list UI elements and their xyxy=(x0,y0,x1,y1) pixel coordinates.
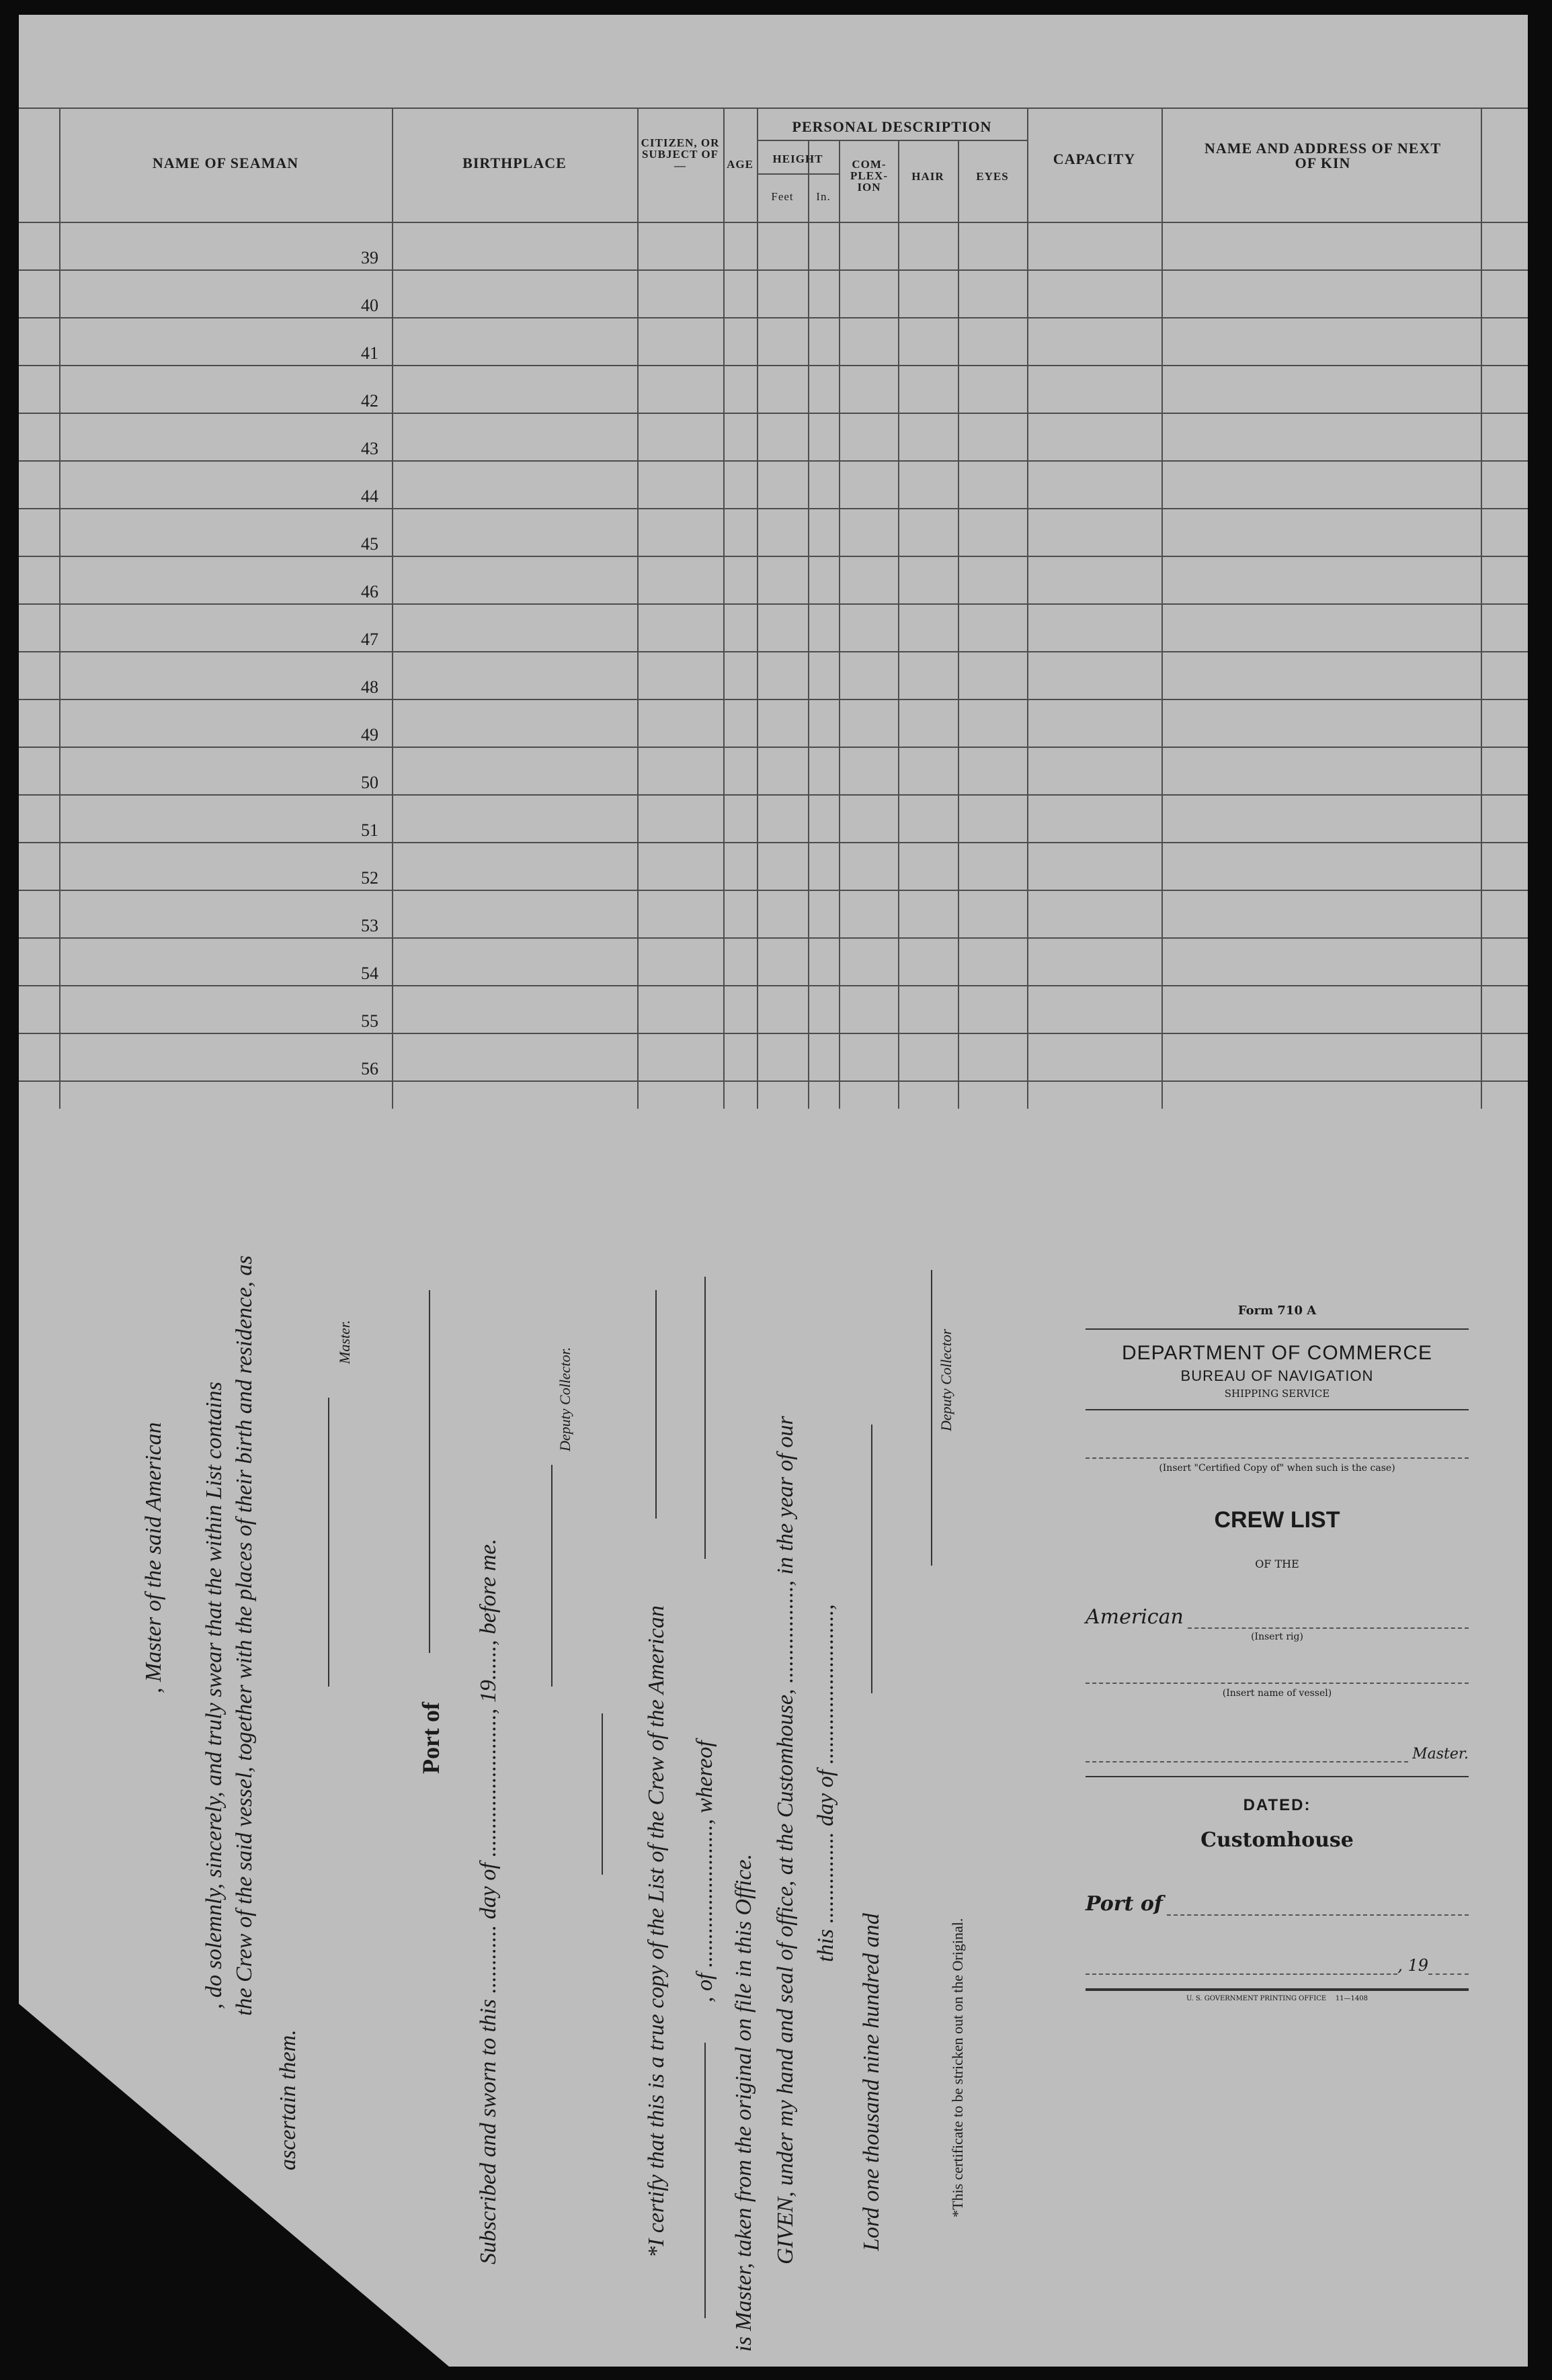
customhouse-label: Customhouse xyxy=(1200,1828,1354,1852)
back-master-label: Master. xyxy=(1412,1746,1469,1762)
row-divider xyxy=(19,794,1528,796)
table-top-border xyxy=(19,108,1528,109)
row-number: 56 xyxy=(361,1059,378,1078)
row-number: 41 xyxy=(361,343,378,363)
row-number: 45 xyxy=(361,534,378,554)
deputy-signature-line-1 xyxy=(551,1465,553,1687)
back-cover xyxy=(1086,1304,1469,2002)
rig-field xyxy=(1188,1627,1469,1629)
header-height: HEIGHT xyxy=(772,153,823,165)
certify-line-1: *I certify that this is a true copy of the List of the Crew of the American xyxy=(644,1605,669,2258)
date-field xyxy=(1086,1973,1397,1975)
crew-list-title: CREW LIST xyxy=(1214,1507,1340,1533)
row-number: 54 xyxy=(361,964,378,983)
row-number: 46 xyxy=(361,582,378,601)
row-number: 53 xyxy=(361,916,378,935)
oath-line-2: , do solemnly, sincerely, and truly swear that the within List contains xyxy=(202,1382,227,2009)
back-port-of-label: Port of xyxy=(1086,1892,1163,1916)
header-citizen: CITIZEN, OR SUBJECT OF— xyxy=(641,136,720,172)
row-number: 49 xyxy=(361,725,378,745)
vessel-name-field xyxy=(1086,1683,1469,1684)
header-personal-description: PERSONAL DESCRIPTION xyxy=(792,118,992,135)
deputy-signature-line-2 xyxy=(931,1270,932,1566)
row-number: 40 xyxy=(361,296,378,315)
of-the-label: OF THE xyxy=(1255,1558,1299,1570)
row-divider xyxy=(19,1080,1528,1082)
row-divider xyxy=(19,842,1528,843)
row-number: 44 xyxy=(361,486,378,506)
header-capacity: CAPACITY xyxy=(1053,151,1136,167)
row-divider xyxy=(19,747,1528,748)
row-divider xyxy=(19,269,1528,271)
subscribed-text: Subscribed and sworn to this ............ day of ........................., 19......, before me. xyxy=(476,1538,501,2264)
header-name-of-seaman: NAME OF SEAMAN xyxy=(152,155,299,171)
form-number: Form 710 A xyxy=(1237,1304,1317,1318)
department-title: DEPARTMENT OF COMMERCE xyxy=(1121,1342,1433,1364)
year-label: , 19 xyxy=(1397,1956,1428,1975)
printer-label: U. S. GOVERNMENT PRINTING OFFICE xyxy=(1186,1995,1327,2002)
port-of-line xyxy=(429,1290,430,1653)
row-number: 42 xyxy=(361,391,378,411)
row-divider xyxy=(19,890,1528,891)
form-code: 11—1408 xyxy=(1335,1995,1368,2002)
row-number: 47 xyxy=(361,630,378,649)
row-number: 39 xyxy=(361,248,378,267)
row-divider xyxy=(19,365,1528,366)
oath-line-1: , Master of the said American xyxy=(141,1422,166,1693)
row-number: 43 xyxy=(361,439,378,458)
master-label: Master. xyxy=(336,1320,353,1364)
row-divider xyxy=(19,1033,1528,1034)
port-field xyxy=(1167,1914,1469,1916)
row-divider xyxy=(19,603,1528,605)
header-inches: In. xyxy=(816,190,831,203)
service-title: SHIPPING SERVICE xyxy=(1224,1388,1330,1400)
row-divider xyxy=(19,460,1528,462)
deputy-collector-2: Deputy Collector xyxy=(938,1328,954,1431)
oath-line-3: the Crew of the said vessel, together with the places of their birth and residence, as xyxy=(232,1255,257,2016)
given-text: GIVEN, under my hand and seal of office, at the Customhouse, ................., in the year of our xyxy=(773,1416,798,2264)
deputy-collector-1: Deputy Collector. xyxy=(557,1347,573,1451)
american-label: American xyxy=(1086,1605,1184,1629)
certify-line-3: is Master, taken from the original on file in this Office. xyxy=(731,1853,756,2352)
insert-vessel-note: (Insert name of vessel) xyxy=(1222,1688,1332,1699)
row-divider xyxy=(19,937,1528,939)
oath-line-4: ascertain them. xyxy=(276,2029,300,2170)
lord-text: Lord one thousand nine hundred and xyxy=(859,1913,884,2251)
master-name-field xyxy=(1086,1761,1408,1762)
dated-label: DATED: xyxy=(1243,1796,1311,1814)
row-divider xyxy=(19,699,1528,700)
row-number: 50 xyxy=(361,773,378,792)
header-eyes: EYES xyxy=(976,170,1009,183)
crew-table xyxy=(19,108,1528,1109)
port-of-label: Port of xyxy=(417,1702,444,1774)
row-number: 52 xyxy=(361,868,378,888)
row-number: 55 xyxy=(361,1011,378,1031)
row-number: 51 xyxy=(361,820,378,840)
row-divider xyxy=(19,556,1528,557)
master-signature-line xyxy=(328,1398,329,1687)
header-age: AGE xyxy=(727,158,753,171)
row-divider xyxy=(19,508,1528,509)
insert-rig-note: (Insert rig) xyxy=(1251,1631,1303,1642)
header-complexion: COM-PLEX-ION xyxy=(850,158,888,194)
row-number: 48 xyxy=(361,677,378,697)
header-hair: HAIR xyxy=(911,170,944,183)
header-next-of-kin: NAME AND ADDRESS OF NEXT OF KIN xyxy=(1204,140,1441,171)
footnote: *This certificate to be stricken out on the Original. xyxy=(949,1918,966,2217)
header-birthplace: BIRTHPLACE xyxy=(462,155,567,171)
row-divider xyxy=(19,985,1528,986)
row-divider xyxy=(19,317,1528,318)
bureau-title: BUREAU OF NAVIGATION xyxy=(1180,1367,1374,1384)
row-divider xyxy=(19,651,1528,652)
this-day-text: this ................ day of ..........................., xyxy=(813,1604,838,1962)
insert-certified-note: (Insert "Certified Copy of" when such is the case) xyxy=(1159,1463,1395,1474)
divider-line xyxy=(602,1713,603,1875)
header-feet: Feet xyxy=(771,190,794,203)
certify-line-2: , of ........................., whereof xyxy=(692,1740,717,2002)
row-divider xyxy=(19,413,1528,414)
